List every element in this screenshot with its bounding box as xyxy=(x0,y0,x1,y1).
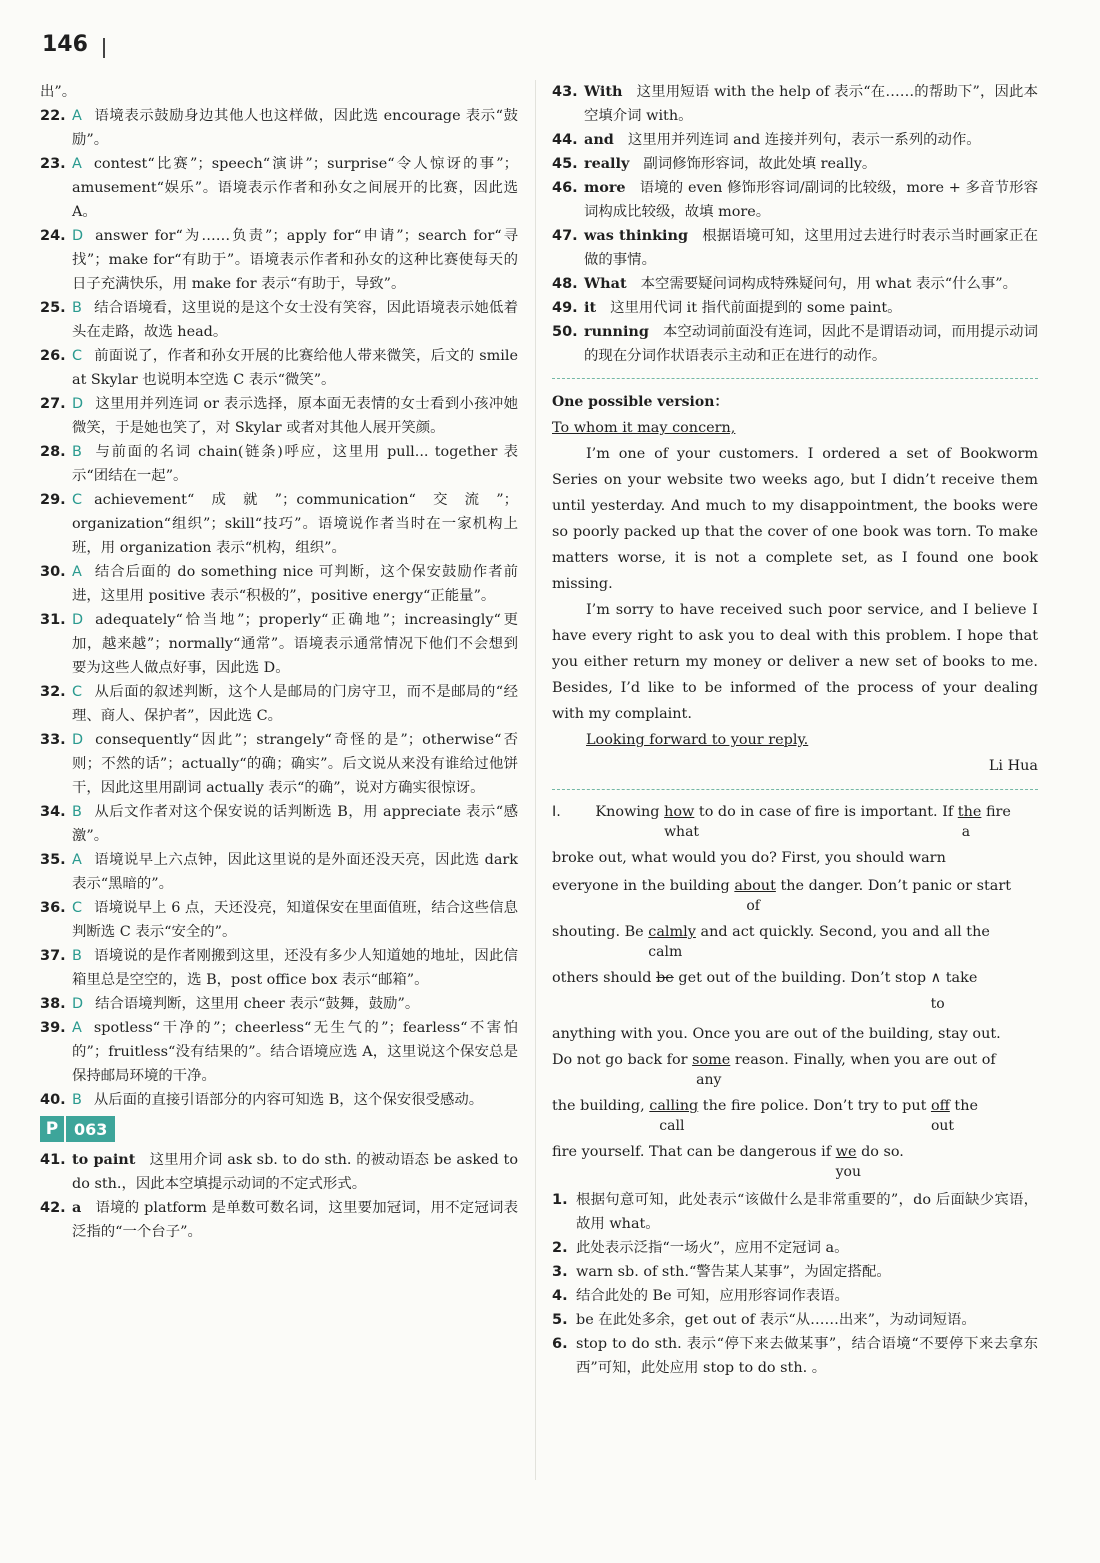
correction-word: of xyxy=(746,898,760,914)
explanation-text: 语境的 even 修饰形容词/副词的比较级，more + 多音节形容词构成比较级，故填 more。 xyxy=(584,180,1038,220)
error-word xyxy=(649,1094,699,1134)
explanation-text: 语境表示鼓励身边其他人也这样做，因此选 encourage 表示“鼓励”。 xyxy=(72,108,518,148)
spacer xyxy=(552,944,1038,966)
item-body xyxy=(584,128,1038,152)
explanation-text: 这里用介词 ask sb. to do sth. 的被动语态 be asked to do sth.，因此本空填提示动词的不定式形式。 xyxy=(72,1152,518,1192)
item-body xyxy=(72,896,518,944)
explanation-text: 这里用代词 it 指代前面提到的 some paint。 xyxy=(610,300,902,316)
text-segment: do so. xyxy=(861,1144,904,1160)
text-segment: Knowing xyxy=(595,804,660,820)
answer-list-43-50 xyxy=(552,80,1038,368)
explanation-text: 结合后面的 do something nice 可判断，这个保安鼓励作者前进，这里用 positive 表示“积极的”，positive energy“正能量”。 xyxy=(72,564,518,604)
answer-item xyxy=(40,608,518,680)
answer-item xyxy=(40,488,518,560)
answer-keyword: really xyxy=(584,155,630,172)
item-number: 28. xyxy=(40,444,66,460)
answer-item xyxy=(40,392,518,440)
answer-item xyxy=(552,176,1038,224)
error-word-text: about xyxy=(734,878,776,894)
answer-item xyxy=(552,224,1038,272)
answer-item xyxy=(40,1148,518,1196)
answer-letter: B xyxy=(72,948,82,964)
explanation-text: 本空动词前面没有连词，因此不是谓语动词，而用提示动词的现在分词作状语表示主动和正在进行的动作。 xyxy=(584,324,1038,364)
answer-item xyxy=(552,152,1038,176)
letter-paragraph-2: I’m sorry to have received such poor service, and I believe I have every right to ask you to deal with this problem. I hope that you either return my money or deliver a new set of books to me. Besides, I’d like to be informed of the process of your dealing with my complaint. xyxy=(552,602,1038,722)
explanation-text: 语境说早上六点钟，因此这里说的是外面还没天亮，因此选 dark 表示“黑暗的”。 xyxy=(72,852,518,892)
answer-item xyxy=(40,1016,518,1088)
answer-item xyxy=(40,224,518,296)
text-segment: everyone in the building xyxy=(552,878,730,894)
item-number: 27. xyxy=(40,396,66,412)
text-segment: the xyxy=(954,1098,978,1114)
answer-letter: B xyxy=(72,444,82,460)
explanation-text: achievement“成就”；communication“交流”；organization“组织”；skill“技巧”。语境说作者当时在一家机构上班，用 organization 表示“机构，组织”。 xyxy=(72,492,518,556)
correction-word: you xyxy=(835,1164,861,1180)
item-number: 34. xyxy=(40,804,66,820)
answer-item xyxy=(40,848,518,896)
explanation-text: 根据语境可知，这里用过去进行时表示当时画家正在做的事情。 xyxy=(584,228,1038,268)
explanation-text: 结合语境看，这里说的是这个女士没有笑容，因此语境表示她低着头在走路，故选 head。 xyxy=(72,300,518,340)
spacer xyxy=(552,1164,1038,1188)
answer-item xyxy=(552,296,1038,320)
error-word-text: how xyxy=(664,804,695,820)
item-number: 25. xyxy=(40,300,66,316)
section-tag-number: 063 xyxy=(66,1116,115,1142)
item-body xyxy=(72,992,518,1016)
note-item xyxy=(552,1236,1038,1260)
answer-letter: C xyxy=(72,492,83,508)
item-number: 47. xyxy=(552,228,578,244)
note-number: 1. xyxy=(552,1192,568,1208)
error-word xyxy=(957,800,982,840)
answer-keyword: a xyxy=(72,1199,82,1216)
correction-line-9 xyxy=(552,1140,1038,1180)
insertion-mark xyxy=(930,966,945,1012)
text-segment: take xyxy=(945,970,978,986)
item-body xyxy=(72,1148,518,1196)
answer-item xyxy=(40,800,518,848)
explanation-text: 语境的 platform 是单数可数名词，这里要加冠词，用不定冠词表泛指的“一个台子”。 xyxy=(72,1200,518,1240)
answer-item xyxy=(40,944,518,992)
answer-item xyxy=(552,272,1038,296)
answer-item xyxy=(40,680,518,728)
correction-line-2: broke out, what would you do? First, you should warn xyxy=(552,850,946,866)
correction-notes xyxy=(552,1188,1038,1380)
answer-letter: C xyxy=(72,900,83,916)
explanation-text: 与前面的名词 chain(链条)呼应，这里用 pull... together 表示“团结在一起”。 xyxy=(72,444,518,484)
note-text: 根据句意可知，此处表示“该做什么是非常重要的”，do 后面缺少宾语，故用 what。 xyxy=(576,1192,1038,1232)
item-body xyxy=(72,344,518,392)
text-segment: fire xyxy=(985,804,1011,820)
item-body xyxy=(72,440,518,488)
item-number: 50. xyxy=(552,324,578,340)
correction-line-3 xyxy=(552,874,1038,914)
item-number: 45. xyxy=(552,156,578,172)
note-number: 6. xyxy=(552,1336,568,1352)
item-body xyxy=(72,1016,518,1088)
error-word xyxy=(692,1048,731,1088)
spacer xyxy=(552,1118,1038,1140)
note-text: 此处表示泛指“一场火”，应用不定冠词 a。 xyxy=(576,1240,849,1256)
item-number: 39. xyxy=(40,1020,66,1036)
item-number: 41. xyxy=(40,1152,66,1168)
answer-item xyxy=(40,152,518,224)
item-number: 30. xyxy=(40,564,66,580)
text-segment: fire yourself. That can be dangerous if xyxy=(552,1144,832,1160)
explanation-text: 语境说早上 6 点，天还没亮，知道保安在里面值班，结合这些信息判断选 C 表示“安全的”。 xyxy=(72,900,518,940)
text-segment: others should xyxy=(552,970,652,986)
item-body xyxy=(72,1088,518,1112)
item-number: 42. xyxy=(40,1200,66,1216)
answer-letter: B xyxy=(72,300,82,316)
item-body xyxy=(72,560,518,608)
answer-item xyxy=(40,104,518,152)
answer-item xyxy=(40,896,518,944)
note-text: warn sb. of sth.“警告某人某事”，为固定搭配。 xyxy=(576,1264,891,1280)
item-body xyxy=(584,152,1038,176)
answer-letter: A xyxy=(72,156,82,172)
section-divider xyxy=(552,378,1038,379)
answer-item xyxy=(552,320,1038,368)
error-word-text: some xyxy=(692,1052,731,1068)
answer-keyword: What xyxy=(584,275,627,292)
answer-letter: D xyxy=(72,996,84,1012)
section-divider-2 xyxy=(552,789,1038,790)
note-number: 5. xyxy=(552,1312,568,1328)
item-body xyxy=(584,272,1038,296)
error-word-text: calmly xyxy=(648,924,696,940)
answer-letter: D xyxy=(72,612,84,628)
item-number: 36. xyxy=(40,900,66,916)
note-text: 结合此处的 Be 可知，应用形容词作表语。 xyxy=(576,1288,849,1304)
text-segment: reason. Finally, when you are out of xyxy=(734,1052,996,1068)
correction-line-8 xyxy=(552,1094,1038,1134)
item-body xyxy=(72,608,518,680)
answer-keyword: was thinking xyxy=(584,227,689,244)
text-segment: shouting. Be xyxy=(552,924,644,940)
answer-letter: A xyxy=(72,852,82,868)
item-number: 49. xyxy=(552,300,578,316)
answer-keyword: to paint xyxy=(72,1151,136,1168)
text-segment: Do not go back for xyxy=(552,1052,688,1068)
item-number: 24. xyxy=(40,228,66,244)
section-tag-letter: P xyxy=(40,1116,64,1142)
item-body xyxy=(72,800,518,848)
error-word xyxy=(734,874,776,914)
note-number: 2. xyxy=(552,1240,568,1256)
item-body xyxy=(72,104,518,152)
explanation-text: 这里用并列连词 or 表示选择，原本面无表情的女士看到小孩冲她微笑，于是她也笑了，对 Skylar 或者对其他人展开笑颜。 xyxy=(72,396,518,436)
error-word xyxy=(664,800,700,840)
text-segment: the building, xyxy=(552,1098,645,1114)
item-number: 43. xyxy=(552,84,578,100)
letter-signature: Li Hua xyxy=(988,758,1038,774)
note-item xyxy=(552,1308,1038,1332)
explanation-text: 结合语境判断，这里用 cheer 表示“鼓舞，鼓励”。 xyxy=(95,996,420,1012)
answer-letter: B xyxy=(72,1092,82,1108)
right-column xyxy=(552,80,1038,1380)
text-segment: to do in case of fire is important. If xyxy=(698,804,954,820)
explanation-text: 这里用短语 with the help of 表示“在……的帮助下”，因此本空填介词 with。 xyxy=(584,84,1038,124)
error-word xyxy=(835,1140,861,1180)
deleted-word: be xyxy=(656,970,674,986)
item-body xyxy=(72,848,518,896)
note-item xyxy=(552,1284,1038,1308)
answer-keyword: With xyxy=(584,83,623,100)
correction-word: out xyxy=(930,1118,955,1134)
continuation-text: 出”。 xyxy=(40,84,77,100)
page-number-divider xyxy=(103,38,105,58)
item-body xyxy=(72,152,518,224)
correction-word: a xyxy=(961,824,971,840)
explanation-text: 本空需要疑问词构成特殊疑问句，用 what 表示“什么事”。 xyxy=(640,276,1018,292)
item-number: 33. xyxy=(40,732,66,748)
answer-item xyxy=(40,560,518,608)
roman-numeral: I. xyxy=(552,804,561,820)
letter-salutation: To whom it may concern, xyxy=(552,420,736,436)
correction-line-4 xyxy=(552,920,1038,960)
item-body xyxy=(584,80,1038,128)
correction-line-6: anything with you. Once you are out of the building, stay out. xyxy=(552,1026,1001,1042)
note-item xyxy=(552,1332,1038,1380)
explanation-text: adequately“恰当地”；properly“正确地”；increasingly“更加，越来越”；normally“通常”。语境表示通常情况下他们不会想到要为这些人做点好事，因此选 D。 xyxy=(72,612,518,676)
item-body xyxy=(72,680,518,728)
item-body xyxy=(584,176,1038,224)
item-body xyxy=(584,224,1038,272)
item-number: 48. xyxy=(552,276,578,292)
item-number: 31. xyxy=(40,612,66,628)
answer-letter: B xyxy=(72,804,82,820)
answer-item xyxy=(40,344,518,392)
note-number: 3. xyxy=(552,1264,568,1280)
answer-keyword: running xyxy=(584,323,649,340)
item-number: 23. xyxy=(40,156,66,172)
explanation-text: contest“比赛”；speech“演讲”；surprise“令人惊讶的事”；amusement“娱乐”。语境表示作者和孙女之间展开的比赛，因此选 A。 xyxy=(72,156,518,220)
text-segment: the danger. Don’t panic or start xyxy=(780,878,1012,894)
answer-keyword: it xyxy=(584,299,597,316)
note-item xyxy=(552,1188,1038,1236)
explanation-text: answer for“为……负责”；apply for“申请”；search for“寻找”；make for“有助于”。语境表示作者和孙女的这种比赛使每天的日子充满快乐，用 make for 表示“有助于，导致”。 xyxy=(72,228,518,292)
item-number: 22. xyxy=(40,108,66,124)
note-text: be 在此处多余，get out of 表示“从……出来”，为动词短语。 xyxy=(576,1312,976,1328)
correction-line-5 xyxy=(552,966,1038,1012)
answer-keyword: more xyxy=(584,179,626,196)
explanation-text: 副词修饰形容词，故此处填 really。 xyxy=(643,156,877,172)
item-number: 35. xyxy=(40,852,66,868)
spacer xyxy=(552,898,1038,920)
explanation-text: 从后面的叙述判断，这个人是邮局的门房守卫，而不是邮局的“经理、商人、保护者”，因此选 C。 xyxy=(72,684,518,724)
correction-word: to xyxy=(930,996,945,1012)
spacer xyxy=(552,990,1038,1022)
item-body xyxy=(72,1196,518,1244)
answer-letter: A xyxy=(72,108,82,124)
version-label: One possible version： xyxy=(552,394,729,410)
answer-item xyxy=(552,80,1038,128)
error-word-text: the xyxy=(957,804,982,820)
note-number: 4. xyxy=(552,1288,568,1304)
item-number: 37. xyxy=(40,948,66,964)
answer-item xyxy=(552,128,1038,152)
answer-item xyxy=(40,728,518,800)
item-body xyxy=(72,392,518,440)
answer-item xyxy=(40,1088,518,1112)
item-body xyxy=(584,296,1038,320)
answer-letter: A xyxy=(72,1020,82,1036)
item-number: 26. xyxy=(40,348,66,364)
error-word-text: we xyxy=(835,1144,857,1160)
note-item xyxy=(552,1260,1038,1284)
item-number: 46. xyxy=(552,180,578,196)
error-correction-passage xyxy=(552,800,1038,1188)
answer-letter: C xyxy=(72,684,83,700)
item-number: 29. xyxy=(40,492,66,508)
answer-item xyxy=(40,992,518,1016)
explanation-text: 从后面的直接引语部分的内容可知选 B，这个保安很受感动。 xyxy=(93,1092,484,1108)
correction-line-7 xyxy=(552,1048,1038,1088)
text-segment: the fire police. Don’t try to put xyxy=(702,1098,927,1114)
answer-letter: D xyxy=(72,732,84,748)
letter-closing: Looking forward to your reply. xyxy=(586,732,809,748)
item-body xyxy=(72,488,518,560)
correction-word: what xyxy=(664,824,700,840)
column-divider xyxy=(535,80,536,1480)
item-number: 44. xyxy=(552,132,578,148)
letter-closing-line xyxy=(552,727,1038,753)
correction-word: any xyxy=(696,1072,722,1088)
explanation-text: 语境说的是作者刚搬到这里，还没有多少人知道她的地址，因此信箱里总是空空的，选 B，post office box 表示“邮箱”。 xyxy=(72,948,518,988)
error-word-text: calling xyxy=(649,1098,699,1114)
answer-item xyxy=(40,1196,518,1244)
text-segment: and act quickly. Second, you and all the xyxy=(700,924,990,940)
correction-word: call xyxy=(659,1118,685,1134)
left-column xyxy=(40,80,518,1244)
item-body xyxy=(584,320,1038,368)
item-body xyxy=(72,728,518,800)
correction-word: calm xyxy=(648,944,683,960)
item-number: 32. xyxy=(40,684,66,700)
item-body xyxy=(72,296,518,344)
error-word xyxy=(648,920,696,960)
explanation-text: spotless“干净的”；cheerless“无生气的”；fearless“不害怕的”；fruitless“没有结果的”。结合语境应选 A，这里说这个保安总是保持邮局环境的干净。 xyxy=(72,1020,518,1084)
explanation-text: consequently“因此”；strangely“奇怪的是”；otherwise“否则；不然的话”；actually“的确；确实”。后文说从来没有谁给过他饼干，因此这里用副词 actually 表示“的确”，说对方确实很惊讶。 xyxy=(72,732,518,796)
correction-line-1 xyxy=(552,800,1038,840)
section-tag xyxy=(40,1116,518,1142)
answer-letter: C xyxy=(72,348,83,364)
answer-list-22-40 xyxy=(40,104,518,1112)
letter-paragraph-1: I’m one of your customers. I ordered a set of Bookworm Series on your website two weeks ago, but I didn’t receive them until yesterday. And much to my disappointment, the books were so poorly packed up that the cover of one book was torn. To make matters worse, it is not a complete set, as I found one book missing. xyxy=(552,446,1038,592)
explanation-text: 从后文作者对这个保安说的话判断选 B，用 appreciate 表示“感激”。 xyxy=(72,804,518,844)
answer-letter: D xyxy=(72,228,84,244)
item-body xyxy=(72,944,518,992)
page-number: 146 xyxy=(42,32,88,57)
caret-icon: ∧ xyxy=(930,970,942,986)
error-word-text: off xyxy=(930,1098,950,1114)
explanation-text: 这里用并列连词 and 连接并列句，表示一系列的动作。 xyxy=(627,132,981,148)
error-word xyxy=(930,1094,955,1134)
spacer xyxy=(552,1072,1038,1094)
item-number: 40. xyxy=(40,1092,66,1108)
answer-item xyxy=(40,440,518,488)
item-body xyxy=(72,224,518,296)
item-number: 38. xyxy=(40,996,66,1012)
answer-item xyxy=(40,296,518,344)
answer-letter: D xyxy=(72,396,84,412)
text-segment: get out of the building. Don’t stop xyxy=(678,970,927,986)
explanation-text: 前面说了，作者和孙女开展的比赛给他人带来微笑，后文的 smile at Skylar 也说明本空选 C 表示“微笑”。 xyxy=(72,348,518,388)
answer-letter: A xyxy=(72,564,82,580)
answer-keyword: and xyxy=(584,131,614,148)
answer-list-41-42 xyxy=(40,1148,518,1244)
note-text: stop to do sth. 表示“停下来去做某事”，结合语境“不要停下来去拿东西”可知，此处应用 stop to do sth. 。 xyxy=(576,1336,1038,1376)
